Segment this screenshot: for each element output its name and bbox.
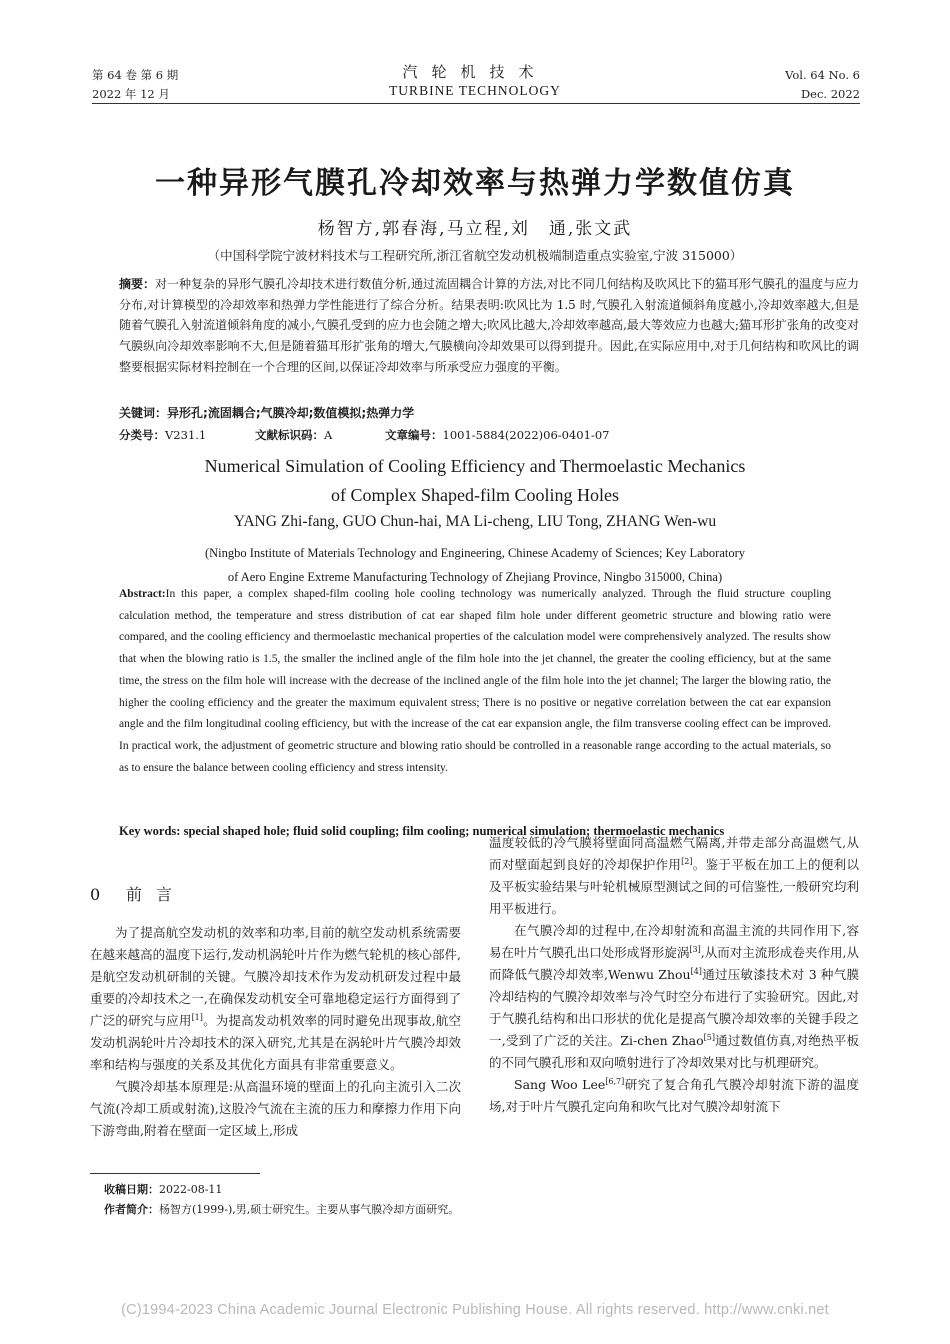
issue-volume-en: Vol. 64 No. 6 (785, 68, 860, 82)
footnote (104, 1180, 459, 1220)
issue-date-en: Dec. 2022 (800, 87, 860, 101)
abstract-en-text: In this paper, a complex shaped-film cooling hole cooling technology was numerically analyzed. Through the fluid structure coupling calculation method, the temperature and stress distribution of cat ear shaped film hole under different geometric structure and blowing ratio were compared, and the cooling efficiency and thermoelastic mechanical properties of the calculation model were comprehensively analyzed. The results show that when the blowing ratio is 1.5, the smaller the inclined angle of the film hole into the jet channel, the greater the cooling efficiency, but at the same time, the stress on the film hole will increase with the decrease of the inclined angle of the film hole into the jet channel; The larger the blowing ratio, the higher the cooling efficiency and the greater the maximum equivalent stress; There is no positive or negative correlation between the cat ear expansion angle and the film longitudinal cooling efficiency, but with the increase of the cat ear expansion angle, the film transverse cooling effect can be improved. In practical work, the adjustment of geometric structure and blowing ratio should be controlled in a reasonable range according to the actual materials, so as to ensure the balance between cooling efficiency and stress intensity. (119, 588, 831, 774)
section-heading (90, 882, 186, 905)
citation: [6,7] (605, 1077, 625, 1086)
paragraph-text: 。为提高发动机效率的同时避免出现事故,航空发动机涡轮叶片冷却技术的深入研究,尤其是在涡轮叶片气膜冷却效率和结构与强度的关系及其优化方面具有非常重要意义。 (90, 1013, 461, 1072)
footnote-divider (90, 1173, 260, 1174)
paragraph-text: 气膜冷却基本原理是:从高温环境的壁面上的孔向主流引入二次气流(冷却工质或射流),这股冷气流在主流的压力和摩擦力作用下向下游弯曲,附着在壁面一定区域上,形成 (90, 1079, 461, 1138)
paragraph-text: 温度较低的冷气膜将壁面同高温燃气隔离,并带走部分高温燃气,从而对壁面起到良好的冷却保护作用 (489, 835, 859, 872)
authors-en: YANG Zhi-fang, GUO Chun-hai, MA Li-cheng, LIU Tong, ZHANG Wen-wu (233, 513, 717, 530)
keywords-cn (119, 403, 859, 424)
section-title: 前言 (126, 885, 187, 904)
abstract-cn (119, 274, 859, 378)
clc-label: 分类号： (119, 428, 165, 442)
article-number (385, 425, 609, 446)
received-date (104, 1180, 459, 1200)
issue-volume: 第 64 卷 第 6 期 (92, 68, 179, 82)
paragraph (90, 922, 461, 1076)
paper-title-en-line2: of Complex Shaped-film Cooling Holes (331, 485, 619, 505)
journal-name-en: TURBINE TECHNOLOGY (389, 83, 561, 98)
document-code (255, 425, 385, 446)
paragraph (489, 1074, 859, 1118)
paragraph-text: 为了提高航空发动机的效率和功率,目前的航空发动机系统需要在越来越高的温度下运行,发动机涡轮叶片作为燃气轮机的核心部件,是航空发动机研制的关键。气膜冷却技术作为发动机研发过程中最重要的冷却技术之一,在确保发动机安全可靠地稳定运行方面得到了广泛的研究与应用 (90, 925, 461, 1028)
abstract-en (119, 584, 831, 779)
authors-cn: 杨智方,郭春海,马立程,刘 通,张文武 (317, 219, 633, 239)
citation: [5] (703, 1033, 715, 1042)
clc-value: V231.1 (165, 428, 207, 442)
paragraph (489, 920, 859, 1074)
article-value: 1001-5884(2022)06-0401-07 (442, 428, 610, 442)
affiliation-en-line1: (Ningbo Institute of Materials Technology and Engineering, Chinese Academy of Sciences; Key Laboratory (204, 546, 746, 560)
affiliation-en (0, 541, 950, 589)
paragraph-text: 。鉴于平板在加工上的便利以及平板实验结果与叶轮机械原型测试之间的可信鉴性,一般研究均利用平板进行。 (489, 857, 859, 916)
classification-line (119, 425, 859, 446)
citation: [2] (681, 857, 693, 866)
affiliation-en-line2: of Aero Engine Extreme Manufacturing Technology of Zhejiang Province, Ningbo 315000, China) (227, 570, 723, 584)
doc-value: A (324, 428, 333, 442)
citation: [3] (689, 945, 701, 954)
abstract-cn-label: 摘要： (119, 277, 156, 291)
copyright-notice: (C)1994-2023 China Academic Journal Electronic Publishing House. All rights reserved. http://www.cnki.net (121, 1302, 829, 1318)
abstract-en-label: Abstract: (119, 588, 166, 600)
author-bio (104, 1200, 459, 1220)
author-bio-label: 作者简介： (104, 1203, 159, 1216)
paragraph-text: 通过数值仿真,对绝热平板的不同气膜孔形和双向喷射进行了冷却效果对比与机理研究。 (489, 1033, 859, 1070)
paragraph-text: 在气膜冷却的过程中,在冷却射流和高温主流的共同作用下,容易在叶片气膜孔出口处形成肾形旋涡 (489, 923, 859, 960)
citation: [4] (690, 967, 702, 976)
paragraph (90, 1076, 461, 1142)
abstract-cn-text: 对一种复杂的异形气膜孔冷却技术进行数值分析,通过流固耦合计算的方法,对比不同几何结构及吹风比下的猫耳形气膜孔的温度与应力分布,对计算模型的冷却效率和热弹力学性能进行了综合分析。结果表明:吹风比为 1.5 时,气膜孔入射流道倾斜角度越小,冷却效率越大,但是随着气膜孔入射流道倾斜角度的减小,气膜孔受到的应力也会随之增大;吹风比越大,冷却效率越高,最大等效应力也越大;猫耳形扩张角的改变对气膜纵向冷却效率影响不大,但是随着猫耳形扩张角的增大,气膜横向冷却效果可以得到提升。因此,在实际应用中,对于几何结构和吹风比的调整要根据实际材料控制在一个合理的区间,以保证冷却效率与所承受应力强度的平衡。 (119, 277, 859, 374)
journal-name-cn: 汽轮机技术 (402, 63, 548, 81)
doc-label: 文献标识码： (255, 428, 324, 442)
paragraph-text: 通过压敏漆技术对 3 种气膜冷却结构的气膜冷却效率与冷气时空分布进行了实验研究。因此,对于气膜孔结构和出口形状的优化是提高气膜冷却效率的关键手段之一,受到了广泛的关注。Zi-chen Zhao (489, 967, 859, 1048)
paper-title-en-line1: Numerical Simulation of Cooling Efficiency and Thermoelastic Mechanics (204, 456, 746, 476)
section-number: 0 (90, 885, 101, 904)
paragraph (489, 832, 859, 920)
body-column-right (489, 832, 859, 1118)
paper-title-cn: 一种异形气膜孔冷却效率与热弹力学数值仿真 (155, 166, 795, 201)
author-bio-value: 杨智方(1999-),男,硕士研究生。主要从事气膜冷却方面研究。 (159, 1203, 460, 1216)
paragraph-text: Sang Woo Lee (514, 1077, 606, 1092)
paper-title-en (0, 452, 950, 510)
paragraph-text: 研究了复合角孔气膜冷却射流下游的温度场,对于叶片气膜孔定向角和吹气比对气膜冷却射流下 (489, 1077, 859, 1114)
body-column-left (90, 922, 461, 1142)
clc-number (119, 425, 255, 446)
received-value: 2022-08-11 (159, 1183, 223, 1196)
issue-info-en (785, 66, 860, 104)
citation: [1] (191, 1013, 203, 1022)
paragraph-text: ,从而对主流形成卷夹作用,从而降低气膜冷却效率,Wenwu Zhou (489, 945, 859, 982)
keywords-cn-label: 关键词： (119, 406, 168, 420)
keywords-cn-text: 异形孔;流固耦合;气膜冷却;数值模拟;热弹力学 (167, 406, 415, 420)
header-divider (92, 103, 860, 104)
keywords-en: Key words: special shaped hole; fluid solid coupling; film cooling; numerical simulation; thermoelastic mechanics (119, 824, 725, 838)
issue-date: 2022 年 12 月 (92, 87, 170, 101)
received-label: 收稿日期： (104, 1183, 159, 1196)
affiliation-cn: （中国科学院宁波材料技术与工程研究所,浙江省航空发动机极端制造重点实验室,宁波 315000） (207, 248, 743, 263)
article-label: 文章编号： (385, 428, 443, 442)
